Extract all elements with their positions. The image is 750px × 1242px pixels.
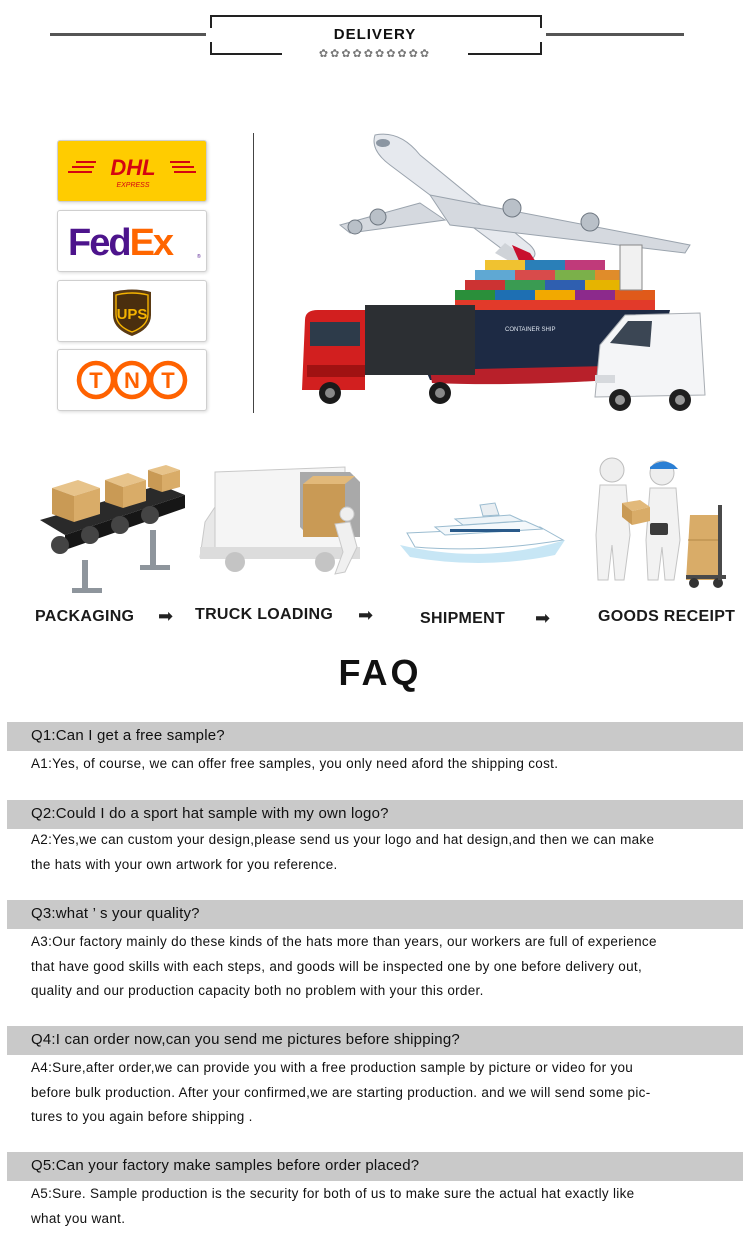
faq-answer — [31, 752, 731, 777]
faq-answer-line: A4:Sure,after order,we can provide you with a free production sample by picture or video for you — [31, 1060, 634, 1075]
red-truck-icon — [302, 305, 475, 404]
faq-answer-line: before bulk production. After your confirmed,we are starting production. and we will send some pic- — [31, 1084, 651, 1100]
step-shipment: SHIPMENT — [420, 610, 506, 627]
svg-text:T: T — [161, 368, 175, 393]
faq-question-bar — [7, 1152, 743, 1181]
faq-answer-line: A1:Yes, of course, we can offer free samples, you only need aford the shipping cost. — [31, 756, 559, 771]
faq-answer-line: that have good skills with each steps, and goods will be inspected one by one before delivery out, — [31, 958, 643, 974]
svg-text:®: ® — [197, 254, 201, 260]
step-packaging: PACKAGING — [35, 608, 135, 625]
truck-loading-illustration — [195, 462, 385, 592]
header-ornament: ✿✿✿✿✿✿✿✿✿✿ — [282, 46, 468, 62]
faq-answer — [31, 1182, 731, 1231]
tnt-logo — [57, 349, 207, 411]
arrow-right-icon: ➡ — [535, 608, 551, 628]
faq-answer-line: A3:Our factory mainly do these kinds of the hats more than years, our workers are full of experience — [31, 934, 657, 949]
arrow-right-icon: ➡ — [358, 605, 374, 625]
faq-answer-line: the hats with your own artwork for you reference. — [31, 856, 338, 872]
faq-answer-line: A5:Sure. Sample production is the security for both of us to make sure the actual hat exactly like — [31, 1186, 635, 1201]
faq-answer-line: what you want. — [31, 1210, 126, 1226]
faq-answer-line: A2:Yes,we can custom your design,please send us your logo and hat design,and then we can make — [31, 832, 655, 847]
svg-text:T: T — [89, 368, 103, 393]
faq-question: Q2:Could I do a sport hat sample with my own logo? — [31, 805, 389, 822]
faq-question-bar — [7, 900, 743, 929]
fedex-logo — [57, 210, 207, 272]
yacht-illustration — [395, 485, 570, 570]
faq-answer — [31, 930, 731, 1004]
faq-question: Q3:what ’ s your quality? — [31, 905, 200, 922]
step-goods-receipt: GOODS RECEIPT — [598, 608, 736, 625]
faq-question: Q1:Can I get a free sample? — [31, 727, 225, 744]
faq-answer-line: quality and our production capacity both no problem with your this order. — [31, 983, 484, 998]
ups-logo — [57, 280, 207, 342]
faq-answer — [31, 1056, 731, 1130]
step-truck-loading: TRUCK LOADING — [195, 606, 334, 623]
dhl-logo — [57, 140, 207, 202]
faq-title: FAQ — [338, 652, 422, 693]
svg-text:EXPRESS: EXPRESS — [116, 182, 150, 189]
faq-answer-line: tures to you again before shipping . — [31, 1109, 253, 1124]
carrier-divider — [253, 133, 254, 413]
svg-text:N: N — [124, 368, 140, 393]
section-title-delivery: DELIVERY — [230, 26, 520, 43]
faq-question: Q5:Can your factory make samples before order placed? — [31, 1157, 420, 1174]
faq-question-bar — [7, 800, 743, 829]
arrow-right-icon: ➡ — [158, 606, 174, 626]
svg-text:FedEx: FedEx — [68, 222, 173, 264]
faq-question: Q4:I can order now,can you send me pictures before shipping? — [31, 1031, 460, 1048]
goods-receipt-illustration — [590, 455, 735, 590]
svg-text:DHL: DHL — [110, 155, 156, 180]
faq-question-bar — [7, 1026, 743, 1055]
faq-question-bar — [7, 722, 743, 751]
svg-text:CONTAINER SHIP: CONTAINER SHIP — [505, 327, 556, 333]
transport-illustration — [280, 125, 710, 425]
conveyor-boxes-illustration — [30, 460, 190, 600]
faq-answer — [31, 828, 731, 877]
svg-text:UPS: UPS — [116, 306, 148, 323]
